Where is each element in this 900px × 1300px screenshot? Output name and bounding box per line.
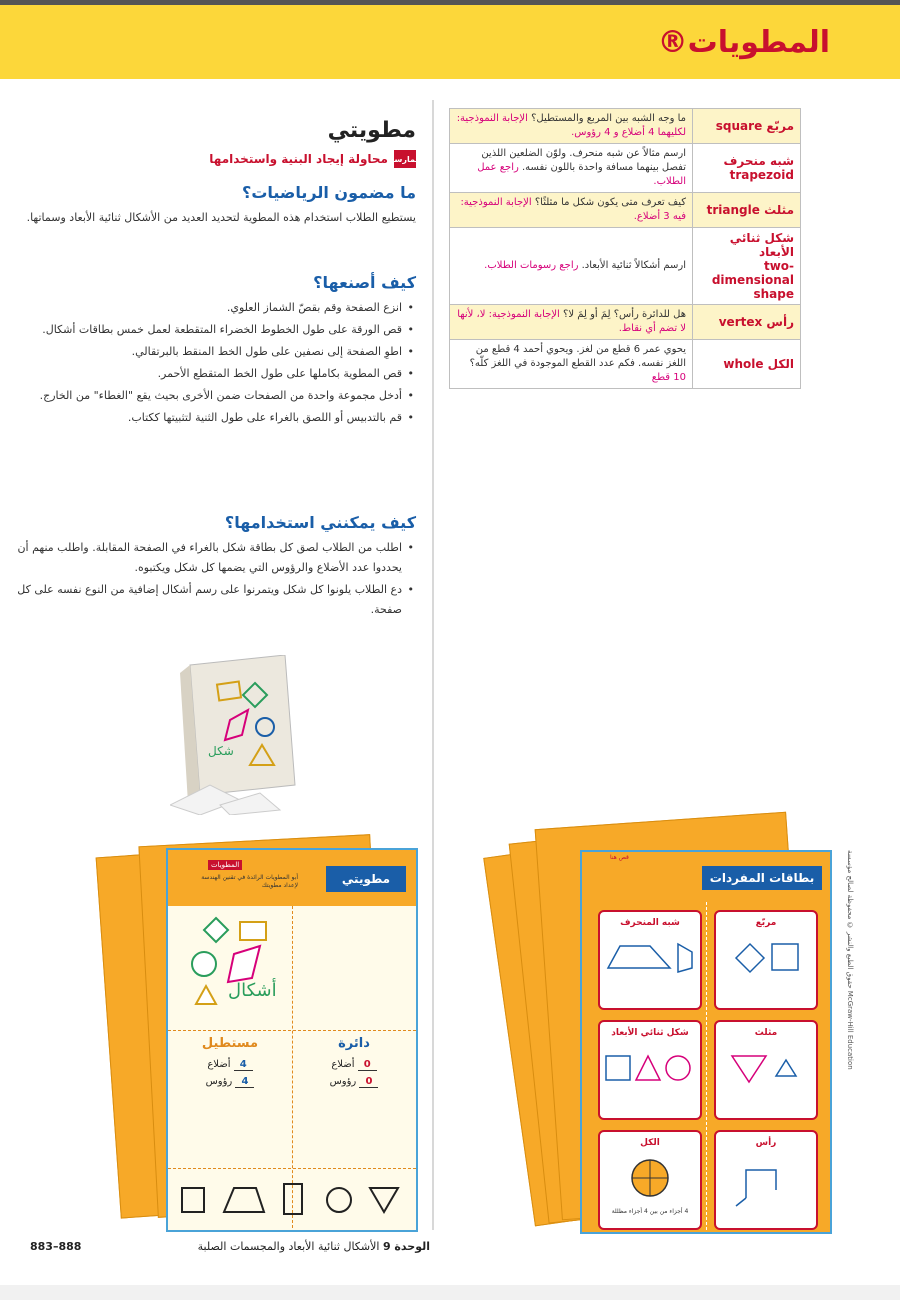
bottom-bar [0,1285,900,1300]
use-steps-list [0,538,416,620]
vocab-card [598,1020,702,1120]
rectangle-label: مستطيل [201,1036,259,1051]
foldable-front-sheet [166,848,418,1232]
vocab-row [450,340,801,389]
vocab-card [714,1130,818,1230]
cut-line-1 [168,1030,416,1031]
make-step: • قص المطوية بكاملها على طول الخط المتقطع الأحمر. [0,364,402,384]
vocab-term-ar: رأس [762,315,794,329]
column-divider [432,100,434,1230]
content-paragraph: يستطيع الطلاب استخدام هذه المطوية لتحديد العديد من الأشكال ثنائية الأبعاد وسماتها. [26,211,416,224]
vocab-card-shape [716,1038,816,1100]
vocab-card-label: شبه المنحرف [620,918,680,928]
rectangle-vertices-value: 4 [235,1076,254,1088]
circle-block [298,1036,410,1087]
practice-subtitle [209,150,421,168]
vocab-term-en: vertex [718,315,763,329]
circle-label: دائرة [338,1036,370,1051]
vocab-description [450,109,693,144]
vocab-term [693,193,801,228]
cut-line-2 [168,1168,416,1169]
content-heading: ما مضمون الرياضيات؟ [242,183,416,202]
make-section [0,273,416,430]
vocab-card-shape [600,1038,700,1100]
vocab-term [693,144,801,193]
vocab-answer: راجع رسومات الطلاب. [484,260,579,271]
vocab-description [450,228,693,305]
copyright-note: حقوق الطبع والنشر © محفوظة لصالح مؤسسة McGraw-Hill Education [846,850,854,1070]
practice-tag: ممارسة [394,150,416,168]
vocab-row [450,144,801,193]
rectangle-sides-label: أضلاع [207,1059,231,1070]
cut-note: قص هنا [610,854,629,861]
rectangle-sides-value: 4 [234,1059,253,1071]
circle-vertices-label: رؤوس [329,1076,357,1087]
make-step: • قم بالتدبيس أو اللصق بالغراء على طول الثنية لتثبيتها ككتاب. [0,408,402,428]
section-title: مطويتي [327,118,416,143]
vocab-term-ar: شكل ثنائي الأبعاد [729,231,794,259]
vocab-question: كيف تعرف متى يكون شكل ما مثلثًا؟ [531,197,686,208]
vocab-description [450,305,693,340]
rectangle-vertices-label: رؤوس [205,1076,233,1087]
vocab-card-shape [600,1148,700,1210]
vocab-description [450,340,693,389]
make-step: • اطوِ الصفحة إلى نصفين على طول الخط المنقط بالبرتقالي. [0,342,402,362]
vocab-term-en: trapezoid [729,168,794,182]
card-front-sheet [580,850,832,1234]
foldable-sheet-image [108,820,418,1230]
vocab-answer: الإجابة النموذجية: لا، لأنها لا تضم أي نقاط. [457,309,686,334]
cards-header: بطاقات المفردات [702,866,822,890]
foldable-header-label: مطويتي [326,866,406,892]
vocab-question: ارسم مثالاً عن شبه منحرف. ولوّن الضلعين اللذين تفصل بينهما مسافة واحدة باللون نفسه. [481,148,686,173]
vocab-card-label: مثلث [754,1028,778,1038]
circle-vertices-value: 0 [359,1076,378,1088]
vocab-description [450,144,693,193]
make-step: • قص الورقة على طول الخطوط الخضراء المتقطعة لعمل خمس بطاقات أشكال. [0,320,402,340]
vocab-question: ارسم أشكالاً ثنائية الأبعاد. [578,260,686,271]
vocab-term [693,305,801,340]
vocab-term-ar: شبه منحرف [723,154,794,168]
vocab-card-label: مربّع [755,918,777,928]
vocab-term [693,228,801,305]
make-step: • أدخل مجموعة واحدة من الصفحات ضمن الأخرى بحيث يقع "الغطاء" من الخارج. [0,386,402,406]
footer-pages: 883–888 [30,1240,82,1253]
vocab-card [714,1020,818,1120]
vocab-card-label: شكل ثنائي الأبعاد [611,1028,689,1038]
page-title: المطويات® [657,25,830,60]
vocab-row [450,193,801,228]
shapes-illustration [176,912,291,1027]
vocab-term-en: triangle [706,203,760,217]
whole-caption: 4 أجزاء من بين 4 أجزاء مظللة [611,1208,689,1215]
vocab-term-en: two-dimensional shape [711,259,794,301]
content-section [11,183,416,228]
foldable-note: أبو المطويات الرائدة في تقنين الهندسة لإعداد مطويتك [201,874,298,889]
use-step: • دع الطلاب يلونوا كل شكل ويتمرنوا على رسم أشكال إضافية من النوع نفسه على كل صفحة. [0,580,402,620]
circle-sides-label: أضلاع [331,1059,355,1070]
vocab-question: ما وجه الشبه بين المربع والمستطيل؟ [527,113,686,124]
vocab-answer: الإجابة النموذجية: فيه 3 أضلاع. [460,197,686,222]
vocab-question: يحوي عمر 6 قطع من لغز. ويحوي أحمد 4 قطع من اللغز نفسه. فكم عدد القطع الموجودة في اللغز كلّه؟ [469,344,686,369]
footer [30,1240,430,1253]
make-heading: كيف أصنعها؟ [313,273,416,292]
vocab-term-en: whole [723,357,764,371]
vocab-answer: راجع عمل الطلاب. [477,162,686,187]
vocab-card-label: رأس [755,1138,777,1148]
vocab-term-en: square [715,119,763,133]
header-banner [0,5,900,79]
vocab-term [693,109,801,144]
use-section [0,513,416,622]
rectangle-block [174,1036,286,1087]
vocab-card-label: الكل [640,1138,660,1148]
vocab-term-ar: مربّع [762,119,794,133]
vocab-answer: 10 قطع [651,372,686,383]
vocab-row [450,305,801,340]
vocabulary-cards-image [498,790,838,1230]
vocab-card-shape [716,1148,816,1210]
vocab-row [450,109,801,144]
footer-unit: الوحدة 9 [382,1240,430,1253]
vocab-answer: الإجابة النموذجية: لكليهما 4 أضلاع و 4 رؤوس. [456,113,686,138]
vocab-card-shape [600,928,700,990]
foldable-brand-tag: المطويات [208,860,242,870]
vocab-card [598,1130,702,1230]
cards-divider [706,902,707,1230]
shape-row [174,1180,410,1220]
subtitle-text: محاولة إيجاد البنية واستخدامها [209,152,388,166]
vocab-card [714,910,818,1010]
vocab-card-shape [716,928,816,990]
footer-unit-title: الأشكال ثنائية الأبعاد والمجسمات الصلبة [197,1240,380,1253]
svg-text:شكل: شكل [208,744,234,758]
circle-sides-value: 0 [358,1059,377,1071]
foldable-word: أشكال [228,980,277,1001]
vocab-card [598,910,702,1010]
vocab-row [450,228,801,305]
use-heading: كيف يمكنني استخدامها؟ [224,513,416,532]
vocabulary-table [449,108,801,389]
make-steps-list [0,298,416,428]
make-step: • انزع الصفحة وقم بقصّ الشماز العلوي. [0,298,402,318]
vocab-term [693,340,801,389]
vocab-term-ar: الكل [763,357,794,371]
foldable-photo [170,655,300,815]
vocab-term-ar: مثلث [759,203,794,217]
use-step: • اطلب من الطلاب لصق كل بطاقة شكل بالغراء في الصفحة المقابلة. واطلب منهم أن يحددوا عدد الأضلاع والرؤوس التي يضمها كل شكل ويكتبوه. [0,538,402,578]
vocab-description [450,193,693,228]
vocab-question: هل للدائرة رأس؟ لِمَ أو لِمَ لا؟ [559,309,686,320]
